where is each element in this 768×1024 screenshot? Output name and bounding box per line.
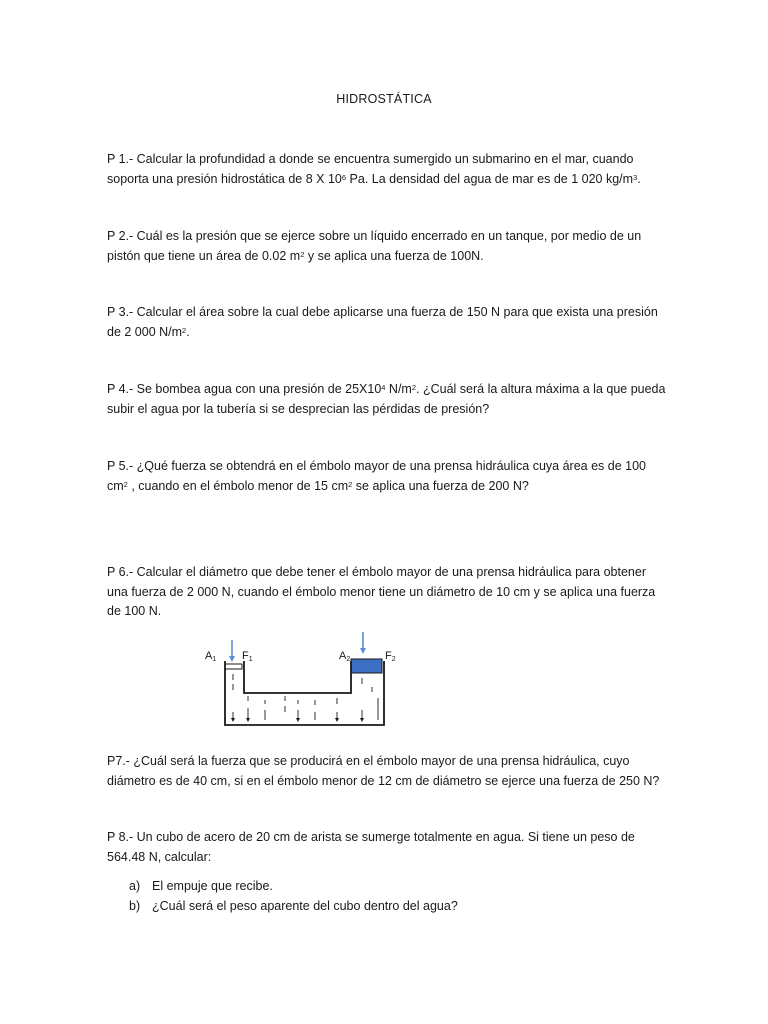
problem-4-text-end: . ¿Cuál será la altura máxima a la que pueda subir el agua por la tubería si se desprecian las pérdidas de presión?	[107, 382, 666, 416]
problem-1	[107, 150, 667, 189]
label-f1: F1	[242, 650, 253, 663]
exponent: 2	[300, 249, 305, 259]
large-piston-fluid	[351, 659, 382, 673]
problem-1-text-cont: Pa. La densidad del agua de mar es de 1 020 kg/m	[346, 171, 634, 186]
list-item-text: ¿Cuál será el peso aparente del cubo dentro del agua?	[152, 899, 458, 913]
exponent: 6	[341, 172, 347, 182]
exponent: 3	[633, 172, 638, 182]
problem-5-text-end: se aplica una fuerza de 200 N?	[352, 478, 529, 493]
problem-5	[107, 457, 667, 496]
pressure-marks	[233, 674, 378, 720]
problem-4-text-cont: N/m	[385, 382, 412, 396]
small-piston	[225, 664, 242, 669]
force-arrow-large	[360, 632, 366, 654]
problem-1-text-end: .	[637, 171, 641, 186]
problem-3	[107, 303, 667, 342]
label-a2: A2	[339, 650, 351, 663]
label-f2: F2	[385, 650, 396, 663]
problem-5-text: P 5.- ¿Qué fuerza se obtendrá en el émbolo mayor de una prensa hidráulica cuya área es de 100 cm	[107, 459, 646, 493]
pressure-arrowheads	[231, 718, 364, 722]
document-title: HIDROSTÁTICA	[336, 92, 432, 106]
hydraulic-press-diagram	[200, 628, 400, 730]
exponent: 2	[348, 479, 353, 489]
exponent: 2	[123, 479, 128, 489]
problem-8: P 8.- Un cubo de acero de 20 cm de arista se sumerge totalmente en agua. Si tiene un peso de 564.48 N, calcular:	[107, 830, 635, 864]
problem-3-text-end: .	[186, 324, 190, 339]
problem-4-text: P 4.- Se bombea agua con una presión de 25X10	[107, 382, 382, 396]
problem-2-text: P 2.- Cuál es la presión que se ejerce sobre un líquido encerrado en un tanque, por medio de un pistón que tiene un área de 0.02 m	[107, 229, 642, 263]
problem-7: P7.- ¿Cuál será la fuerza que se producirá en el émbolo mayor de una prensa hidráulica, cuyo diámetro es de 40 cm, si en el émbolo menor de 12 cm de diámetro se ejerce una fuerza de 250 N?	[107, 754, 660, 788]
problem-4	[107, 380, 667, 419]
exponent: 4	[381, 383, 386, 392]
exponent: 2	[411, 383, 417, 392]
force-arrow-small	[229, 640, 235, 662]
list-item	[129, 876, 649, 896]
problem-3-text: P 3.- Calcular el área sobre la cual debe aplicarse una fuerza de 150 N para que exista una presión de 2 000 N/m	[107, 305, 658, 339]
exponent: 2	[182, 325, 187, 335]
list-item-letter: a)	[129, 879, 141, 893]
problem-2	[107, 227, 667, 266]
list-item	[129, 896, 649, 916]
problem-1-text: P 1.- Calcular la profundidad a donde se encuentra sumergido un submarino en el mar, cuando soporta una presión hidrostática de 8 X 10	[107, 152, 634, 186]
problem-5-text-cont: , cuando en el émbolo menor de 15 cm	[127, 478, 349, 493]
problem-8-list	[129, 876, 649, 916]
label-a1: A1	[205, 650, 217, 663]
list-item-letter: b)	[129, 899, 141, 913]
list-item-text: El empuje que recibe.	[152, 879, 273, 893]
problem-2-text-cont: y se aplica una fuerza de 100N.	[304, 248, 484, 263]
problem-6: P 6.- Calcular el diámetro que debe tener el émbolo mayor de una prensa hidráulica para obtener una fuerza de 2 000 N, cuando el émbolo menor tiene un diámetro de 10 cm y se aplica una fuerza de 100 N.	[107, 565, 656, 618]
